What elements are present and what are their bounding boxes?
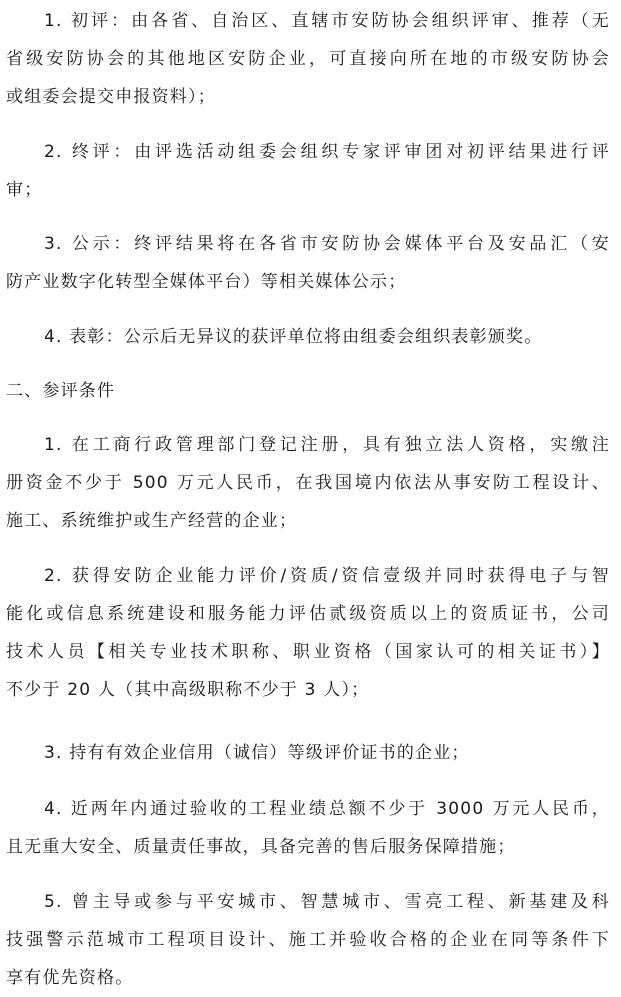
text-line: 1. 在工商行政管理部门登记注册，具有独立法人资格，实缴注 xyxy=(44,435,610,455)
text-line: 4. 表彰：公示后无异议的获评单位将由组委会组织表彰颁奖。 xyxy=(44,327,543,347)
section-heading: 二、参评条件 xyxy=(6,381,116,401)
text-line: 或组委会提交申报资料）； xyxy=(6,87,216,107)
review-step-2 xyxy=(6,133,610,209)
text-line: 2. 获得安防企业能力评价/资质/资信壹级并同时获得电子与智 xyxy=(44,566,610,586)
text-line: 防产业数字化转型全媒体平台）等相关媒体公示； xyxy=(6,272,407,292)
text-line: 5. 曾主导或参与平安城市、智慧城市、雪亮工程、新基建及科 xyxy=(44,892,610,912)
text-line: 4. 近两年内通过验收的工程业绩总额不少于 3000 万元人民币， xyxy=(44,799,610,819)
text-line: 施工、系统维护或生产经营的企业； xyxy=(6,511,298,531)
review-step-3 xyxy=(6,225,610,301)
condition-1 xyxy=(6,426,610,540)
condition-3 xyxy=(6,734,610,772)
text-line: 技术人员【相关专业技术职称、职业资格（国家认可的相关证书）】 xyxy=(6,642,610,662)
text-line: 1. 初评：由各省、自治区、直辖市安防协会组织评审、推荐（无 xyxy=(44,11,610,31)
text-line: 技强警示范城市工程项目设计、施工并验收合格的企业在同等条件下 xyxy=(6,930,610,950)
review-step-4 xyxy=(6,318,610,356)
condition-5 xyxy=(6,883,610,997)
text-line: 且无重大安全、质量责任事故，具备完善的售后服务保障措施； xyxy=(6,837,516,857)
text-line: 册资金不少于 500 万元人民币，在我国境内依法从事安防工程设计、 xyxy=(6,473,610,493)
condition-4 xyxy=(6,790,610,866)
text-line: 2. 终评：由评选活动组委会组织专家评审团对初评结果进行评 xyxy=(44,142,610,162)
condition-2 xyxy=(6,557,610,709)
review-step-1 xyxy=(6,2,610,116)
text-line: 享有优先资格。 xyxy=(6,968,134,988)
text-line: 审； xyxy=(6,180,43,200)
text-line: 不少于 20 人（其中高级职称不少于 3 人）； xyxy=(6,680,370,700)
text-line: 3. 公示：终评结果将在各省市安防协会媒体平台及安品汇（安 xyxy=(44,234,610,254)
text-line: 省级安防协会的其他地区安防企业，可直接向所在地的市级安防协会 xyxy=(6,49,610,69)
text-line: 3. 持有有效企业信用（诚信）等级评价证书的企业； xyxy=(44,743,470,763)
text-line: 能化或信息系统建设和服务能力评估贰级资质以上的资质证书，公司 xyxy=(6,604,610,624)
